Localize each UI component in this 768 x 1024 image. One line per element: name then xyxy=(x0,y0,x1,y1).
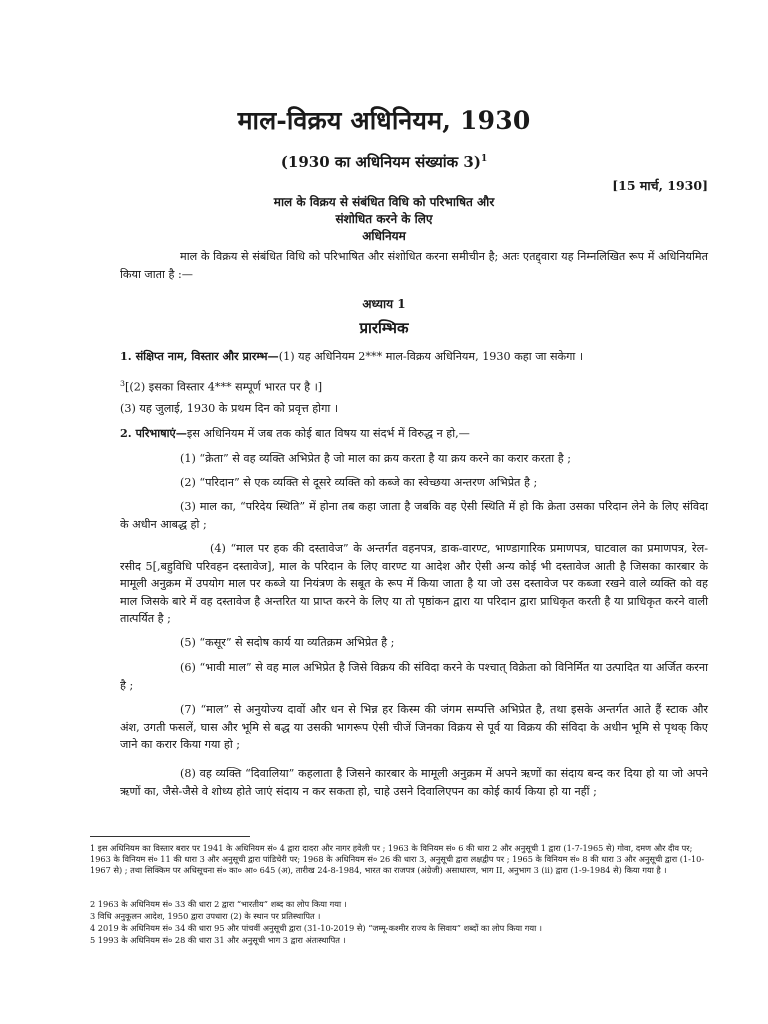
footnote-ref-3: 3 xyxy=(120,379,125,388)
definition-6: (6) “भावी माल” से वह माल अभिप्रेत है जिसे विक्रय की संविदा करने के पश्चात् विक्रेता को विनिर्मित या उत्पादित या अर्जित करना है ; xyxy=(120,661,708,692)
section-2-intro xyxy=(120,425,708,443)
section-1-text: (1) यह अधिनियम 2*** माल-विक्रय अधिनियम, 1930 कहा जा सकेगा । xyxy=(278,350,584,363)
definition-2: (2) “परिदान” से एक व्यक्ति से दूसरे व्यक्ति को कब्जे का स्वेच्छया अन्तरण अभिप्रेत है ; xyxy=(180,476,538,489)
chapter-name: प्रारम्भिक xyxy=(359,319,409,337)
long-title-line-1: माल के विक्रय से संबंधित विधि को परिभाषित और xyxy=(273,195,495,209)
definition-3: (3) माल का, “परिदेय स्थिति” में होना तब कहा जाता है जबकि वह ऐसी स्थिति में हो कि क्रेता उसका परिदान लेने के लिए संविदा के अधीन आबद्ध हो ; xyxy=(120,500,708,531)
definition-4: (4) “माल पर हक की दस्तावेज” के अन्तर्गत वहनपत्र, डाक-वारण्ट, भाण्डागारिक प्रमाणपत्र, घाटवाल का प्रमाणपत्र, रेल-रसीद 5[,बहुविधि परिवहन दस्तावेज], माल के परिदान के लिए वारण्ट या आदेश और ऐसी अन्य कोई भी दस्तावेज आती है जिसका कारबार के मामूली अनुक्रम में उपयोग माल पर कब्जे या नियंत्रण के सबूत के रूप में किया जाता है या जो उस दस्तावेज पर कब्जा रखने वाले व्यक्ति को वह माल जिसके बारे में वह दस्तावेज है अन्तरित या प्राप्त करने के लिए या तो पृष्ठांकन द्वारा या परिदान द्वारा प्राधिकृत करती है या प्राधिकृत करने वाली तात्पर्यित है ; xyxy=(120,542,708,625)
section-2-heading: 2. परिभाषाएं— xyxy=(120,426,187,440)
footnote-ref-1: 1 xyxy=(480,154,488,164)
footnote-1: 1 इस अधिनियम का विस्तार बरार पर 1941 के अधिनियम सं० 4 द्वारा दादरा और नागर हवेली पर ; 1963 के विनियम सं० 6 की धारा 2 और अनुसूची 1 द्वारा (1-7-1965 से) गोवा, दमण और दीव पर; 1963 के विनियम सं० 11 की धारा 3 और अनुसूची द्वारा पांडिचेरी पर; 1968 के अधिनियम सं० 26 की धारा 3, अनुसूची द्वारा लक्षद्वीप पर ; 1965 के विनियम सं० 8 की धारा 3 और अनुसूची द्वारा (1-10-1967 से) ; तथा सिक्किम पर अधिसूचना सं० का० आ० 645 (अ), तारीख 24-8-1984, भारत का राजपत्र (अंग्रेजी) असाधारण, भाग II, अनुभाग 3 (ii) द्वारा (1-9-1984 से) किया गया है । xyxy=(90,843,705,876)
section-1-sub-2 xyxy=(120,375,708,396)
definition-1: (1) “क्रेता” से वह व्यक्ति अभिप्रेत है जो माल का क्रय करता है या क्रय करने का करार करता है ; xyxy=(180,452,572,465)
section-1-sub-2-text: [(2) इसका विस्तार 4*** सम्पूर्ण भारत पर है ।] xyxy=(124,380,323,394)
act-title: माल-विक्रय अधिनियम, 1930 xyxy=(237,106,531,135)
section-2-intro-text: इस अधिनियम में जब तक कोई बात विषय या संदर्भ में विरुद्ध न हो,— xyxy=(186,427,470,440)
act-number-text: (1930 का अधिनियम संख्यांक 3) xyxy=(280,153,481,171)
act-number xyxy=(0,152,768,172)
preamble: माल के विक्रय से संबंधित विधि को परिभाषित और संशोधित करना समीचीन है; अतः एतद्द्वारा यह निम्नलिखित रूप में अधिनियमित किया जाता है :— xyxy=(120,250,708,281)
long-title xyxy=(0,194,768,245)
definition-8: (8) वह व्यक्ति “दिवालिया” कहलाता है जिसने कारबार के मामूली अनुक्रम में अपने ऋणों का संदाय बन्द कर दिया हो या जो अपने ऋणों का, जैसे-जैसे वे शोध्य होते जाएं संदाय न कर सकता हो, चाहे उसने दिवालिएपन का कोई कार्य किया हो या नहीं ; xyxy=(120,767,708,798)
definition-5: (5) “कसूर” से सदोष कार्य या व्यतिक्रम अभिप्रेत है ; xyxy=(180,636,395,649)
section-1-sub-1 xyxy=(120,348,708,366)
chapter-number: अध्याय 1 xyxy=(362,297,406,311)
long-title-line-3: अधिनियम xyxy=(362,229,406,243)
act-date: [15 मार्च, 1930] xyxy=(612,178,708,193)
footnote-divider xyxy=(90,836,250,837)
long-title-line-2: संशोधित करने के लिए xyxy=(335,212,433,226)
definition-7: (7) “माल” से अनुयोज्य दावों और धन से भिन्न हर किस्म की जंगम सम्पत्ति अभिप्रेत है, तथा इसके अन्तर्गत आते हैं स्टाक और अंश, उगती फसलें, घास और भूमि से बद्ध या उसकी भागरूप ऐसी चीजें जिनका विक्रय से पूर्व या विक्रय की संविदा के अधीन भूमि से पृथक् किए जाने का करार किया गया हो ; xyxy=(120,703,708,751)
footnote-4: 4 2019 के अधिनियम सं० 34 की धारा 95 और पांचवीं अनुसूची द्वारा (31-10-2019 से) “जम्मू-कश्मीर राज्य के सिवाय” शब्दों का लोप किया गया । xyxy=(90,923,542,933)
section-1-sub-3: (3) यह जुलाई, 1930 के प्रथम दिन को प्रवृत्त होगा । xyxy=(120,402,339,415)
footnote-5: 5 1993 के अधिनियम सं० 28 की धारा 31 और अनुसूची भाग 3 द्वारा अंतःस्थापित । xyxy=(90,935,346,945)
footnote-2: 2 1963 के अधिनियम सं० 33 की धारा 2 द्वारा “भारतीय” शब्द का लोप किया गया । xyxy=(90,899,347,909)
footnote-3: 3 विधि अनुकूलन आदेश, 1950 द्वारा उपधारा (2) के स्थान पर प्रतिस्थापित । xyxy=(90,911,321,921)
section-1-heading: 1. संक्षिप्त नाम, विस्तार और प्रारम्भ— xyxy=(120,349,279,363)
